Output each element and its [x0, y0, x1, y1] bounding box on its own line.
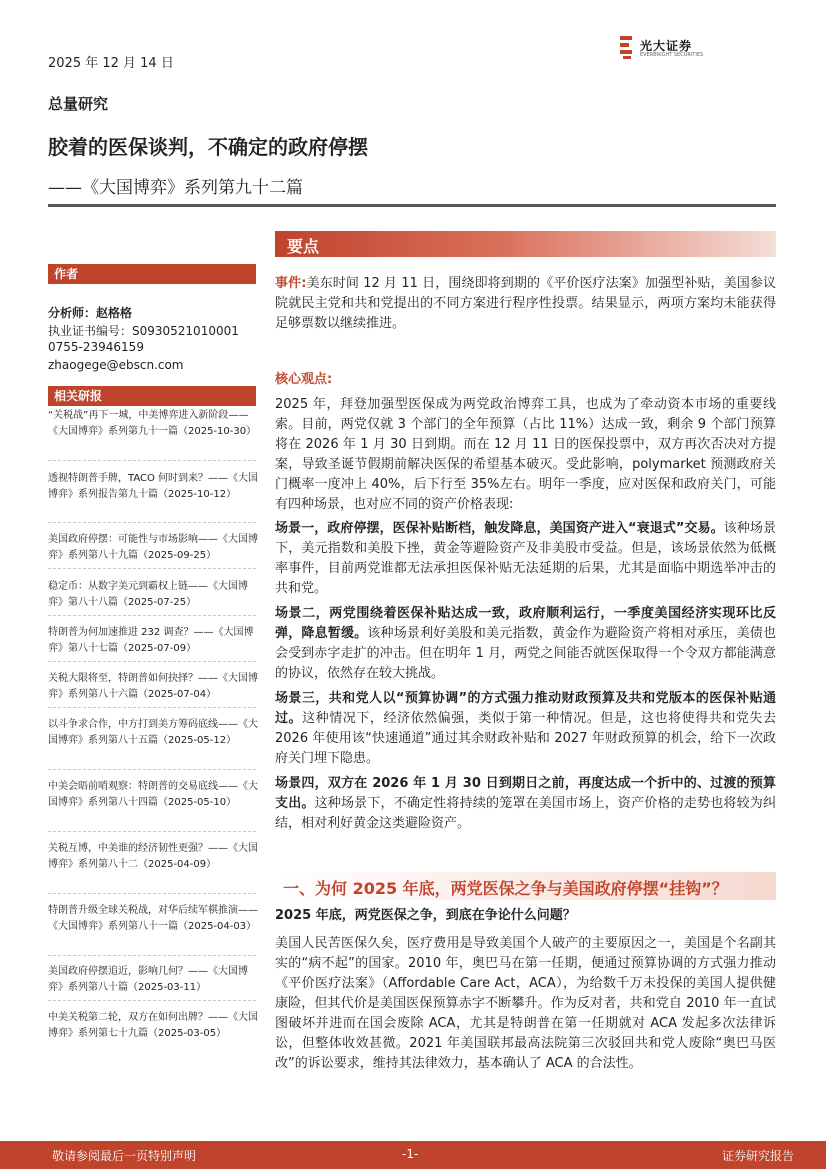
related-report-item[interactable]: 特朗普升级全球关税战，对华后续军棋推演——《大国博弈》系列第八十一篇（2025-04-03） [48, 905, 258, 932]
report-category: 总量研究 [48, 95, 109, 113]
key-points-heading: 要点 [287, 237, 320, 256]
section-title: 一、为何 2025 年底，两党医保之争与美国政府停摆“挂钩”？ [283, 879, 728, 898]
related-divider [48, 769, 256, 770]
related-report-item[interactable]: 以斗争求合作，中方打到美方筹码底线——《大国博弈》系列第八十五篇（2025-05-12） [48, 719, 258, 746]
scenario-lead: 场景四，双方在 2026 年 1 月 30 日到期日之前，再度达成一个折中的、过渡的预算支出。 [275, 776, 776, 811]
related-divider [48, 568, 256, 569]
scenario-text: 该种场景下，美元指数和美股下挫，黄金等避险资产及非美股市受益。但是，该场景依然为低概率事件，目前两党谁都无法承担医保补贴无法延期的后果，尤其是面临中期选举冲击的共和党。 [275, 521, 776, 596]
core-view-label: 核心观点: [275, 372, 333, 387]
header-divider [48, 204, 776, 207]
logo-mark-icon [620, 36, 636, 60]
company-logo [620, 34, 710, 62]
related-report-item[interactable]: 稳定币：从数字美元到霸权上链——《大国博弈》第八十八篇（2025-07-25） [48, 581, 248, 608]
section-subheading: 2025 年底，两党医保之争，到底在争论什么问题？ [275, 908, 576, 923]
logo-name: 光大证券 [640, 39, 693, 53]
core-view-text: 2025 年，拜登加强型医保成为两党政治博弈工具，也成为了牵动资本市场的重要线索。目前，两党仅就 3 个部门的全年预算（占比 11%）达成一致，剩余 9 个部门预算将在 2026 年 1 月 30 日到期。而在 12 月 11 日的医保投票中，双方再次否决对方提案，导致圣诞节假期前解决医保的希望基本破灭。受此影响，polymarket 预测政府关门概率一度冲上 40%，后下行至 35%左右。明年一季度，应对医保和政府关门，可能有四种场景，也对应不同的资产价格表现: [275, 397, 776, 512]
related-report-item[interactable]: 关税大限将至，特朗普如何抉择？——《大国博弈》系列第八十六篇（2025-07-04） [48, 673, 258, 700]
related-divider [48, 661, 256, 662]
related-divider [48, 522, 256, 523]
analyst-email[interactable]: zhaogege@ebscn.com [48, 358, 184, 372]
analyst-phone: 0755-23946159 [48, 340, 144, 354]
scenario-text: 这种情况下，经济依然偏强，类似于第一种情况。但是，这也将使得共和党失去 2026 年使用该“快速通道”通过其余财政补贴和 2027 年财政预算的机会，给下一次政府关门埋下隐患。 [275, 711, 776, 766]
page-title: 胶着的医保谈判，不确定的政府停摆 [48, 135, 368, 159]
author-heading: 作者 [48, 264, 256, 284]
related-report-item[interactable]: 中美会晤前哨观察：特朗普的交易底线——《大国博弈》系列第八十四篇（2025-05-10） [48, 781, 258, 808]
scenario-two [275, 604, 776, 684]
scenario-one [275, 519, 776, 599]
scenario-three [275, 689, 776, 769]
logo-sub: EVERBRIGHT SECURITIES [640, 52, 704, 58]
footer-disclaimer[interactable]: 敬请参阅最后一页特别声明 [52, 1149, 197, 1163]
related-report-item[interactable]: 美国政府停摆：可能性与市场影响——《大国博弈》系列第八十九篇（2025-09-25） [48, 534, 258, 561]
report-date: 2025 年 12 月 14 日 [48, 56, 174, 71]
related-divider [48, 955, 256, 956]
related-divider [48, 831, 256, 832]
event-text: 美东时间 12 月 11 日，围绕即将到期的《平价医疗法案》加强型补贴，美国参议院就民主党和共和党提出的不同方案进行程序性投票。结果显示，两项方案均未能获得足够票数以继续推进。 [275, 276, 776, 331]
scenario-text: 这种场景下，不确定性将持续的笼罩在美国市场上，资产价格的走势也将较为纠结，相对利好黄金这类避险资产。 [275, 796, 776, 831]
related-divider [48, 707, 256, 708]
footer-report-type: 证券研究报告 [722, 1149, 795, 1163]
scenario-four [275, 774, 776, 834]
key-points-bar [275, 231, 776, 257]
related-report-item[interactable]: 美国政府停摆追近，影响几何？——《大国博弈》系列第八十篇（2025-03-11） [48, 966, 248, 993]
scenario-lead: 场景一，政府停摆，医保补贴断档，触发降息，美国资产进入“衰退式”交易。 [275, 521, 724, 536]
event-label: 事件: [275, 276, 307, 291]
related-divider [48, 893, 256, 894]
analyst-license: 执业证书编号：S0930521010001 [48, 324, 239, 338]
related-report-item[interactable]: 中美关税第二轮，双方在如何出牌？——《大国博弈》系列第七十九篇（2025-03-05） [48, 1012, 258, 1039]
related-divider [48, 1000, 256, 1001]
scenario-lead: 场景二，两党围绕着医保补贴达成一致，政府顺利运行，一季度美国经济实现环比反弹，降息暂缓。 [275, 606, 776, 641]
event-paragraph [275, 274, 776, 334]
related-report-item[interactable]: 透视特朗普手牌，TACO 何时到来？——《大国博弈》系列报告第九十篇（2025-10-12） [48, 473, 259, 500]
related-divider [48, 460, 256, 461]
analyst-name: 分析师：赵格格 [48, 306, 133, 320]
related-report-item[interactable]: “关税战”再下一城，中美博弈进入新阶段——《大国博弈》系列第九十一篇（2025-10-30） [48, 410, 257, 437]
scenario-lead: 场景三，共和党人以“预算协调”的方式强力推动财政预算及共和党版本的医保补贴通过。 [275, 691, 776, 726]
related-report-item[interactable]: 关税互博，中美谁的经济韧性更强？——《大国博弈》系列第八十二（2025-04-09） [48, 843, 258, 870]
page-number: -1- [402, 1147, 419, 1161]
page-subtitle: ——《大国博弈》系列第九十二篇 [48, 178, 303, 198]
scenario-text: 该种场景利好美股和美元指数，黄金作为避险资产将相对承压，美债也会受到赤字走扩的冲击。但在明年 1 月，两党之间能否就医保取得一个令双方都能满意的协议，依然存在较大挑战。 [275, 626, 776, 681]
section-heading-bar [275, 872, 776, 900]
related-report-item[interactable]: 特朗普为何加速推进 232 调查？——《大国博弈》第八十七篇（2025-07-09） [48, 627, 254, 654]
page-footer [0, 1141, 826, 1169]
section-body: 美国人民苦医保久矣，医疗费用是导致美国个人破产的主要原因之一，美国是个名副其实的“病不起”的国家。2010 年，奥巴马在第一任期，便通过预算协调的方式强力推动《平价医疗法案》（Affordable Care Act，ACA），为给数千万未投保的美国人提供健康险，但其代价是美国医保预算赤字不断攀升。作为反对者，共和党自 2010 年一直试图破坏并进而在国会废除 ACA，尤其是特朗普在第一任期就对 ACA 发起多次法律诉讼，但整体收效甚微。2021 年美国联邦最高法院第三次驳回共和党人废除“奥巴马医改”的诉讼要求，维持其法律效力，基本确认了 ACA 的合法性。 [275, 936, 776, 1071]
related-divider [48, 615, 256, 616]
related-heading: 相关研报 [48, 386, 256, 406]
